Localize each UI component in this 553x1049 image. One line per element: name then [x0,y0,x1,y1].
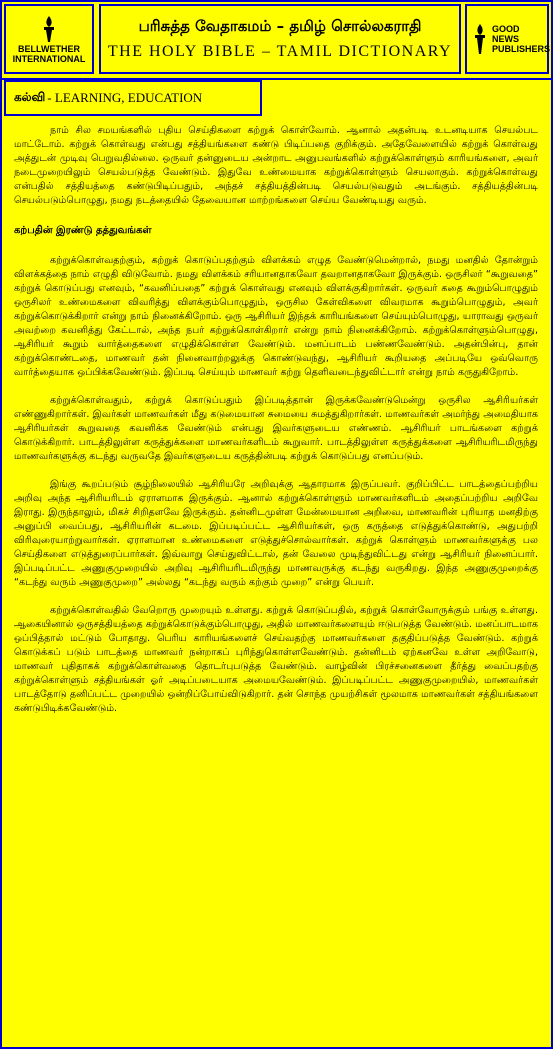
body-paragraph: கற்றுக்கொள்வதில் வேறொரு முறையும் உள்ளது. கற்றுக் கொடுப்பதில், கற்றுக் கொள்வோருக்கும் பங்கு உள்ளது. ஆகையினால் ஒருசத்தியத்தை கற்றுக்கொடுக்கும்பொழுது, அதில் மாணவர்களையும் ஈடுபடுத்த வேண்டும். மனப்பாடமாக ஒப்பித்தால் மட்டும் போதாது. பெரிய காரியங்களைச் செய்வதற்கு மாணவர்களை தகுதிப்படுத்த வேண்டும். கற்றுக் கொடுக்கப் படும் பாடத்தை மாணவர் நன்றாகப் புரிந்துகொள்ளவேண்டும். தன்னிடம் ஏற்கனவே உள்ள அறிவோடு, மாணவர் புதிதாகக் கற்றுக்கொள்வதை தொடர்புபடுத்த வேண்டும். வாழ்வின் பிரச்சனைகளை தீர்த்து வைப்பதற்கு கற்றுக்கொள்ளும் சத்தியங்கள் ஓர் அடிப்படையாக அமையவேண்டும். இப்படிப்பட்ட அணுகுமுறையில், மாணவர்கள் பாடத்தோடு தனிப்பட்ட முறையில் ஒன்றிப்போய்விடுகிறார். தன் சொந்த முயற்சிகள் மூலமாக மாணவர்கள் சத்தியங்களை கண்டுபிடிக்கவேண்டும். [14,605,538,714]
title-tamil: பரிசுத்த வேதாகமம் – தமிழ் சொல்லகராதி [138,17,422,35]
topic-tamil: கல்வி [14,90,46,104]
title-english: THE HOLY BIBLE – TAMIL DICTIONARY [107,43,453,60]
bellwether-logo [4,4,94,74]
body-paragraph: கற்றுக்கொள்வதற்கும், கற்றுக் கொடுப்பதற்கும் விளக்கம் எழுத வேண்டுமென்றால், நமது மனதில் தோன்றும் விளக்கத்தை நாம் எழுதி விடுவோம். நமது விளக்கம் சரியானதாகவோ தவறானதாகவோ இருக்கும். ஒருசிலர் “கூறுவதை” கற்றுக் கொடுப்பது எனவும், “கவனிப்பதை” கற்றுக் கொள்வது எனவும் விளக்குகிறார்கள். ஒருவர் கதை கூறும்பொழுதும் ஒருசிலர் உண்மைகளை விவரித்து விளக்கும்பொழுதும், ஒருசில கேள்விகளை விவரமாக கூறும்பொழுதும், அவர் கற்றுக்கொடுக்கிறார் என்று நாம் நினைக்கிறோம். ஒரு ஆசிரியர் இந்தக் காரியங்களை செய்யும்பொழுது, யாராவது ஒருவர் அவற்றை கவனித்து கேட்டால், அந்த நபர் கற்றுக்கொள்கிறார் என்று நாம் நினைக்கிறோம். கற்றுக்கொள்ளும்பொழுது, ஆசிரியர் கூறும் வார்த்தைகளை எழுதிக்கொள்ள வேண்டும். மனப்பாடம் பண்ணவேண்டும். அதன்பின்பு, தான் கற்றுக்கொண்டதை, மாணவர் தன் நினைவாற்றலுக்கு கொண்டுவந்து, ஆசிரியர் கூறியதை அப்படியே ஒவ்வொரு வார்த்தையாக ஒப்பிக்கவேண்டும். இப்படி செய்யும் மாணவர் கற்று தெளிவடைந்துவிட்டார் என்று நாம் கருதுகிறோம். [14,255,538,378]
bellwether-logo-text: BELLWETHER INTERNATIONAL [12,44,86,64]
article-body [14,124,538,730]
section-heading: கற்பதின் இரண்டு தத்துவங்கள் [14,225,152,236]
good-news-logo [465,4,549,74]
torch-icon [472,22,488,56]
topic-heading [4,80,262,116]
torch-icon [39,14,59,44]
intro-paragraph: நாம் சில சமயங்களில் புதிய செய்திகளை கற்றுக் கொள்வோம். ஆனால் அதன்படி உடனடியாக செயல்பட மாட்டோம். கற்றுக் கொள்வது என்பது சத்தியங்களை கண்டு பிடிப்பதை குறிக்கும். அதேவேளையில் கற்றுக் கொள்வது அத்துடன் முடிவு பெறுவதில்லை. ஒருவர் தன்னுடைய அன்றாட அனுபவங்களில் கற்றுக்கொள்ளும் காரியங்களை, அவர் நடைமுறையிலும் செயல்படுத்த வேண்டும். இதுவே உண்மையாக கற்றுக்கொள்ளும் செயலாகும். கற்றுக்கொள்வது என்பதில் சத்தியத்தை கண்டுபிடிப்பதும், அந்தச் சத்தியத்தின்படி செயல்படுவதும் அடங்கும். சத்தியத்தின்படி செயல்படும்பொழுது, நமது நடத்தையில் தேவையான மாற்றங்களை செய்ய வேண்டியது வரும். [14,125,538,206]
dictionary-title [99,4,461,74]
good-news-logo-text: GOOD NEWS PUBLISHERS [492,24,551,54]
body-paragraph: கற்றுக்கொள்வதும், கற்றுக் கொடுப்பதும் இப்படித்தான் இருக்கவேண்டுமென்று ஒருசில ஆசிரியர்கள் எண்ணுகிறார்கள். இவர்கள் மாணவர்கள் மீது கடுமையான சுமையை சுமத்துகிறார்கள். மாணவர்கள் அமர்ந்து அமைதியாக ஆசிரியர்கள் கூறுவதை கவனிக்க வேண்டும் என்பது இவர்களுடைய எண்ணம். ஆசிரியர் பாடங்களை கற்றுக் கொடுக்கிறார். பாடத்திலுள்ள கருத்துக்களை மாணவர்களிடம் கூறுவார். பாடத்திலுள்ள கருத்துக்களை ஆசிரியரிடமிருந்து மாணவர்களுக்கு கடந்து வருவதே இவர்களுடைய கருத்தின்படி கற்றுக் கொடுப்பது எனப்படும். [14,395,538,462]
topic-english: - LEARNING, EDUCATION [47,90,203,105]
body-paragraph: இங்கு கூறப்படும் சூழ்நிலையில் ஆசிரியரே அறிவுக்கு ஆதாரமாக இருப்பவர். குறிப்பிட்ட பாடத்தைப்பற்றிய அறிவு அந்த ஆசிரியரிடம் ஏராளமாக இருக்கும். ஆனால் கற்றுக்கொள்ளும் மாணவர்களிடம் அதைப்பற்றிய அறிவே இராது. இருந்தாலும், மிகச் சிறிதளவே இருக்கும். தன்னிடமுள்ள மேன்மையான அறிவை, மாணவரின் புரியாத மனதிற்கு அனுப்பி வைப்பது, ஆசிரியரின் கடமை. இப்படிப்பட்ட ஆசிரியர்கள், ஒரு கருத்தை எடுத்துக்கொண்டு, அதுபற்றி விரிவுரையாற்றுவார்கள். ஏராளமான உண்மைகளை எடுத்துச்சொல்வார்கள். கற்றுக் கொள்ளும் மாணவர்களுக்கு பல செய்திகளை எடுத்துரைப்பார்கள். இவ்வாறு செய்துவிட்டால், தன் வேலை முடிந்துவிட்டது என்று ஆசிரியர் நினைப்பார். இப்படிப்பட்ட அணுகுமுறையில் அறிவு ஆசிரியரிடமிருந்து மாணவருக்கு கடந்து வருகிறது. இந்த அணுகுமுறைக்கு “கடந்து வரும் அணுகுமுறை” அல்லது “கடந்து வரும் கற்கும் முறை” என்று பெயர். [14,479,538,588]
